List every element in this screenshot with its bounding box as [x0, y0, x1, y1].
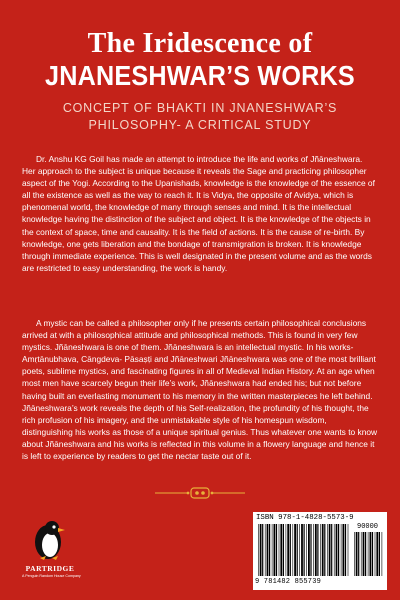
penguin-icon [32, 518, 68, 560]
barcode [253, 512, 387, 590]
publisher-name: PARTRIDGE [25, 564, 75, 573]
subtitle-line-1: CONCEPT OF BHAKTI IN JNANESHWAR’S [62, 101, 338, 115]
ornament-divider-icon [155, 486, 245, 500]
isbn-label: ISBN 978-1-4828-5573-9 [256, 514, 354, 522]
publisher-tagline: A Penguin Random House Company [22, 574, 81, 578]
publisher-logo [22, 518, 81, 588]
barcode-digits: 9 781482 855739 [255, 578, 322, 586]
barcode-addon-bars-icon [353, 532, 383, 576]
blurb-paragraph-1: Dr. Anshu KG Goil has made an attempt to introduce the life and works of Jñāneshwara. Her approach to the subject is unique because it reveals the Sage and practicing philosopher aspect of the Yogi. According to the Upanishads, knowledge is the knowledge of the essence of all the existence as well as the way to reach it. It is Vidya, the opposite of Avidya, which is phenomenal world, the knowledge of many through senses and mind. It is the intellectual knowledge having the distinction of the subject and object. It is the knowledge of the objects in the context of space, time and causality. It is the field of actions. It is the cause of re-birth. By knowledge, one gets liberation and the bondage of transmigration is broken. It is knowledge through immediate experience. This is well designated in the present volume and as the words are restricted to easy understanding, the work is handy. [22, 154, 375, 273]
subtitle-line-2: PHILOSOPHY- A CRITICAL STUDY [88, 118, 312, 132]
subtitle [0, 100, 400, 134]
title-line-1: The Iridescence of [87, 28, 313, 59]
price-code: 90000 [357, 523, 379, 531]
blurb-paragraph-2: A mystic can be called a philosopher only if he presents certain philosophical conclusions arrived at with a philosophical attitude and philosophical methods. This is found in very few mystics. Jñāneshwara is one of them. Jñāneshwara is an intellectual mystic. In his works- Amṛtānubhava, Cāngdeva- Pāsaṣṭi and Jñāneshwari Jñāneshwara was one of the most brilliant poets, sublime mystics, and fascinating figures in all of Medieval Indian History. At an age when most men have scarcely begun their life’s work, Jñāneshwara had ended his; but not before having built an everlasting monument to his memory in the written masterpieces he left behind. Jñāneshwara’s work reveals the depth of his Self-realization, the profundity of his thought, the rich profusion of his imagery, and the unmistakable style of his homespun wisdom, distinguishing his works as those of a unique spiritual genius. Thus whatever one wants to know about Jñāneshwara and his works is reflected in this volume in a flowery language and hence it is left to experience by readers to get the nectar taste out of it. [22, 318, 378, 462]
title-line-2: JNANESHWAR’S WORKS [45, 60, 355, 91]
barcode-bars-icon [257, 524, 349, 576]
